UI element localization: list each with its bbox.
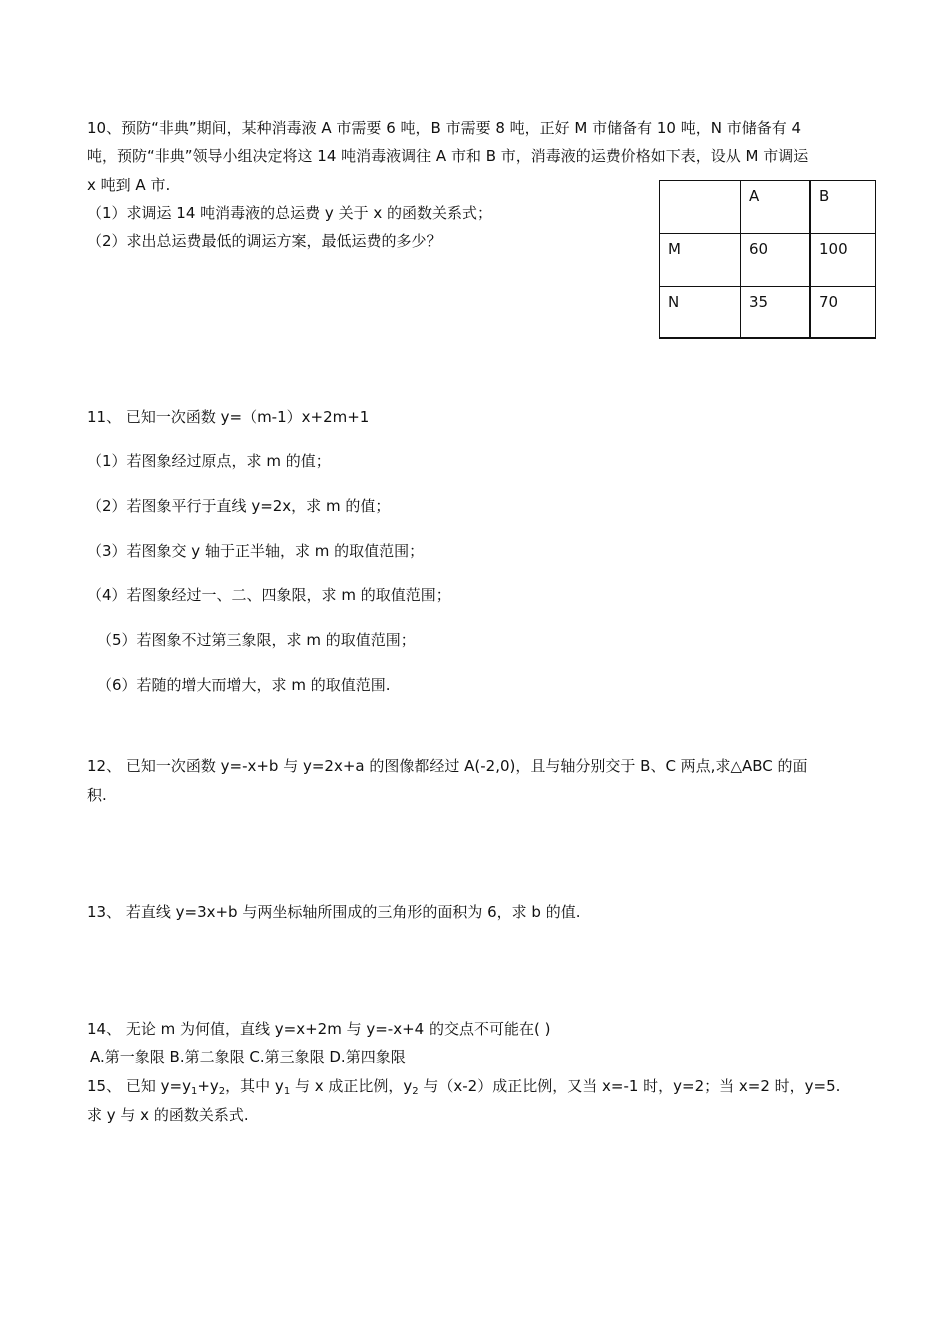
table-cell: 60 bbox=[741, 234, 811, 287]
subscript: 1 bbox=[283, 1086, 291, 1097]
q10-line3: x 吨到 A 市. bbox=[87, 176, 171, 194]
table-row bbox=[660, 287, 876, 339]
q10-part2: （2）求出总运费最低的调运方案，最低运费的多少？ bbox=[87, 232, 442, 250]
q12-line2: 积. bbox=[87, 786, 107, 804]
table-header-cell: B bbox=[810, 181, 876, 234]
q15-text-b: +y bbox=[197, 1077, 219, 1095]
subscript: 2 bbox=[412, 1086, 419, 1097]
q13-line1: 13、 若直线 y=3x+b 与两坐标轴所围成的三角形的面积为 6，求 b 的值. bbox=[87, 903, 581, 921]
q11-part5: （5）若图象不过第三象限，求 m 的取值范围； bbox=[97, 631, 416, 649]
q11-part3: （3）若图象交 y 轴于正半轴，求 m 的取值范围； bbox=[87, 542, 425, 560]
q10-line1: 10、预防“非典”期间，某种消毒液 A 市需要 6 吨，B 市需要 8 吨，正好 M 市储备有 10 吨，N 市储备有 4 bbox=[87, 119, 802, 137]
q14-stem: 14、 无论 m 为何值，直线 y=x+2m 与 y=-x+4 的交点不可能在( ) bbox=[87, 1020, 551, 1038]
q11-part4: （4）若图象经过一、二、四象限，求 m 的取值范围； bbox=[87, 586, 451, 604]
table-row bbox=[660, 181, 876, 234]
q14-options: A.第一象限 B.第二象限 C.第三象限 D.第四象限 bbox=[90, 1048, 406, 1066]
table-row-label: N bbox=[660, 287, 741, 339]
q15-text-a: 15、 已知 y=y bbox=[87, 1077, 191, 1095]
table-cell: 35 bbox=[741, 287, 811, 339]
q10-part1: （1）求调运 14 吨消毒液的总运费 y 关于 x 的函数关系式； bbox=[87, 204, 492, 222]
q10-line2: 吨，预防“非典”领导小组决定将这 14 吨消毒液调往 A 市和 B 市，消毒液的运费价格如下表，设从 M 市调运 bbox=[87, 147, 809, 165]
q11-stem: 11、 已知一次函数 y=（m-1）x+2m+1 bbox=[87, 408, 370, 426]
subscript: 2 bbox=[218, 1086, 226, 1097]
table-row-label: M bbox=[660, 234, 741, 287]
table-cell: 100 bbox=[810, 234, 876, 287]
table-cell bbox=[660, 181, 741, 234]
q11-part1: （1）若图象经过原点，求 m 的值； bbox=[87, 452, 331, 470]
q11-part2: （2）若图象平行于直线 y=2x，求 m 的值； bbox=[87, 497, 391, 515]
table-header-cell: A bbox=[741, 181, 811, 234]
q15-line2: 求 y 与 x 的函数关系式. bbox=[87, 1106, 249, 1124]
q15-text-c: ，其中 y bbox=[225, 1077, 284, 1095]
table-cell: 70 bbox=[810, 287, 876, 339]
q11-part6: （6）若随的增大而增大，求 m 的取值范围. bbox=[97, 676, 391, 694]
table-row bbox=[660, 234, 876, 287]
q12-line1: 12、 已知一次函数 y=-x+b 与 y=2x+a 的图像都经过 A(-2,0)，且与轴分别交于 B、C 两点,求△ABC 的面 bbox=[87, 757, 808, 775]
cost-table bbox=[659, 180, 876, 339]
q15-line1 bbox=[87, 1076, 840, 1096]
subscript: 1 bbox=[190, 1086, 198, 1097]
q15-text-d: 与 x 成正比例，y bbox=[290, 1077, 413, 1095]
q15-text-e: 与（x-2）成正比例，又当 x=-1 时，y=2；当 x=2 时，y=5. bbox=[418, 1077, 841, 1095]
